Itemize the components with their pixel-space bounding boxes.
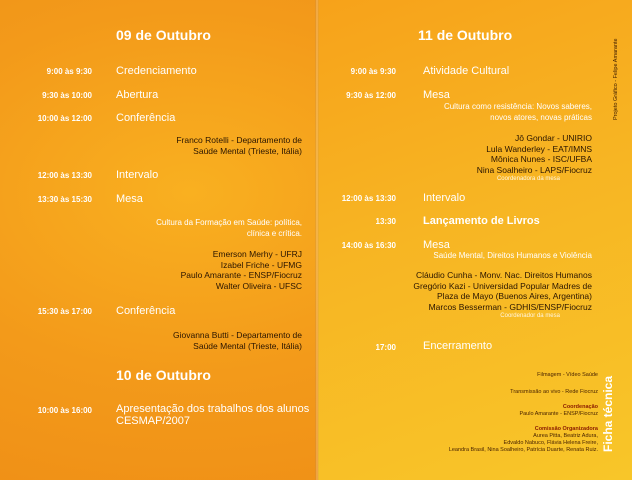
time-intervalo-1: 12:00 às 13:30 bbox=[37, 171, 92, 180]
credit-transmissao: Transmissão ao vivo - Rede Fiocruz bbox=[510, 389, 598, 395]
event-intervalo-1: Intervalo bbox=[116, 169, 159, 181]
page-fold bbox=[315, 0, 319, 480]
ficha-tecnica-label: Ficha técnica bbox=[601, 375, 615, 452]
credit-comissao-title: Comissão Organizadora bbox=[534, 426, 598, 432]
time-mesa-2: 9:30 às 12:00 bbox=[346, 91, 396, 100]
day-heading-09: 09 de Outubro bbox=[116, 27, 211, 43]
time-lancamento: 13:30 bbox=[375, 217, 396, 226]
credit-coordenacao-title: Coordenação bbox=[562, 404, 598, 410]
mesa-3-coordinator-note: Coordenador da mesa bbox=[500, 313, 560, 319]
mesa-2-subtitle: Cultura como resistência: Novos saberes, novos atores, novas práticas bbox=[443, 102, 592, 122]
time-conferencia-1: 10:00 às 12:00 bbox=[37, 114, 92, 123]
event-mesa-1: Mesa bbox=[116, 193, 143, 205]
time-abertura: 9:30 às 10:00 bbox=[42, 91, 92, 100]
time-mesa-1: 13:30 às 15:30 bbox=[37, 195, 92, 204]
mesa-2-coordinator-note: Coordenadora da mesa bbox=[496, 176, 560, 182]
event-mesa-3: Mesa bbox=[423, 239, 450, 251]
mesa-3-subtitle: Saúde Mental, Direitos Humanos e Violência bbox=[433, 251, 592, 260]
mesa-3-speakers: Cláudio Cunha - Monv. Nac. Direitos Humanos Gregório Kazi - Universidad Popular Madres de Plaza de Mayo (Buenos Aires, Argentina) Marcos Besserman - GDHIS/ENSP/Fiocruz bbox=[413, 270, 592, 312]
time-conferencia-2: 15:30 às 17:00 bbox=[37, 307, 92, 316]
event-mesa-2: Mesa bbox=[423, 89, 450, 101]
event-conferencia-1: Conferência bbox=[116, 112, 176, 124]
event-conferencia-2: Conferência bbox=[116, 305, 176, 317]
credit-coordenacao-name: Paulo Amarante - ENSP/Fiocruz bbox=[519, 411, 598, 417]
event-intervalo-2: Intervalo bbox=[423, 192, 466, 204]
time-atividade-cultural: 9:00 às 9:30 bbox=[350, 67, 396, 76]
event-abertura: Abertura bbox=[116, 89, 159, 101]
event-credenciamento: Credenciamento bbox=[116, 65, 197, 77]
mesa-1-subtitle: Cultura da Formação em Saúde: política, clínica e crítica. bbox=[156, 218, 302, 238]
time-encerramento: 17:00 bbox=[375, 343, 396, 352]
mesa-2-speakers: Jô Gondar - UNIRIO Lula Wanderley - EAT/IMNS Mônica Nunes - ISC/UFBA Nina Soalheiro - LAPS/Fiocruz bbox=[476, 133, 592, 175]
projeto-grafico-credit: Projeto Gráfico - Felipe Amarante bbox=[613, 38, 619, 120]
event-atividade-cultural: Atividade Cultural bbox=[423, 65, 510, 77]
time-credenciamento: 9:00 às 9:30 bbox=[46, 67, 92, 76]
time-intervalo-2: 12:00 às 13:30 bbox=[341, 194, 396, 203]
time-apresentacao: 10:00 às 16:00 bbox=[37, 406, 92, 415]
time-mesa-3: 14:00 às 16:30 bbox=[341, 241, 396, 250]
credit-comissao-names: Aurea Pitta, Beatriz Adura, Edvaldo Nabuco, Flávia Helena Freire, Leandra Brasil, Nina Soalheiro, Patrícia Duarte, Renata Ruiz. bbox=[448, 433, 598, 453]
event-lancamento-livros: Lançamento de Livros bbox=[423, 215, 540, 227]
mesa-1-speakers: Emerson Merhy - UFRJ Izabel Friche - UFMG Paulo Amarante - ENSP/Fiocruz Walter Oliveira - UFSC bbox=[180, 249, 302, 291]
conferencia-1-speaker: Franco Rotelli - Departamento de Saúde Mental (Trieste, Itália) bbox=[176, 135, 302, 156]
conferencia-2-speaker: Giovanna Butti - Departamento de Saúde Mental (Trieste, Itália) bbox=[173, 330, 302, 351]
day-heading-11: 11 de Outubro bbox=[418, 27, 513, 43]
day-heading-10: 10 de Outubro bbox=[116, 367, 211, 383]
event-apresentacao: Apresentação dos trabalhos dos alunos CESMAP/2007 bbox=[116, 403, 310, 427]
event-encerramento: Encerramento bbox=[423, 340, 493, 352]
credit-filmagem: Filmagem - Vídeo Saúde bbox=[537, 372, 598, 378]
